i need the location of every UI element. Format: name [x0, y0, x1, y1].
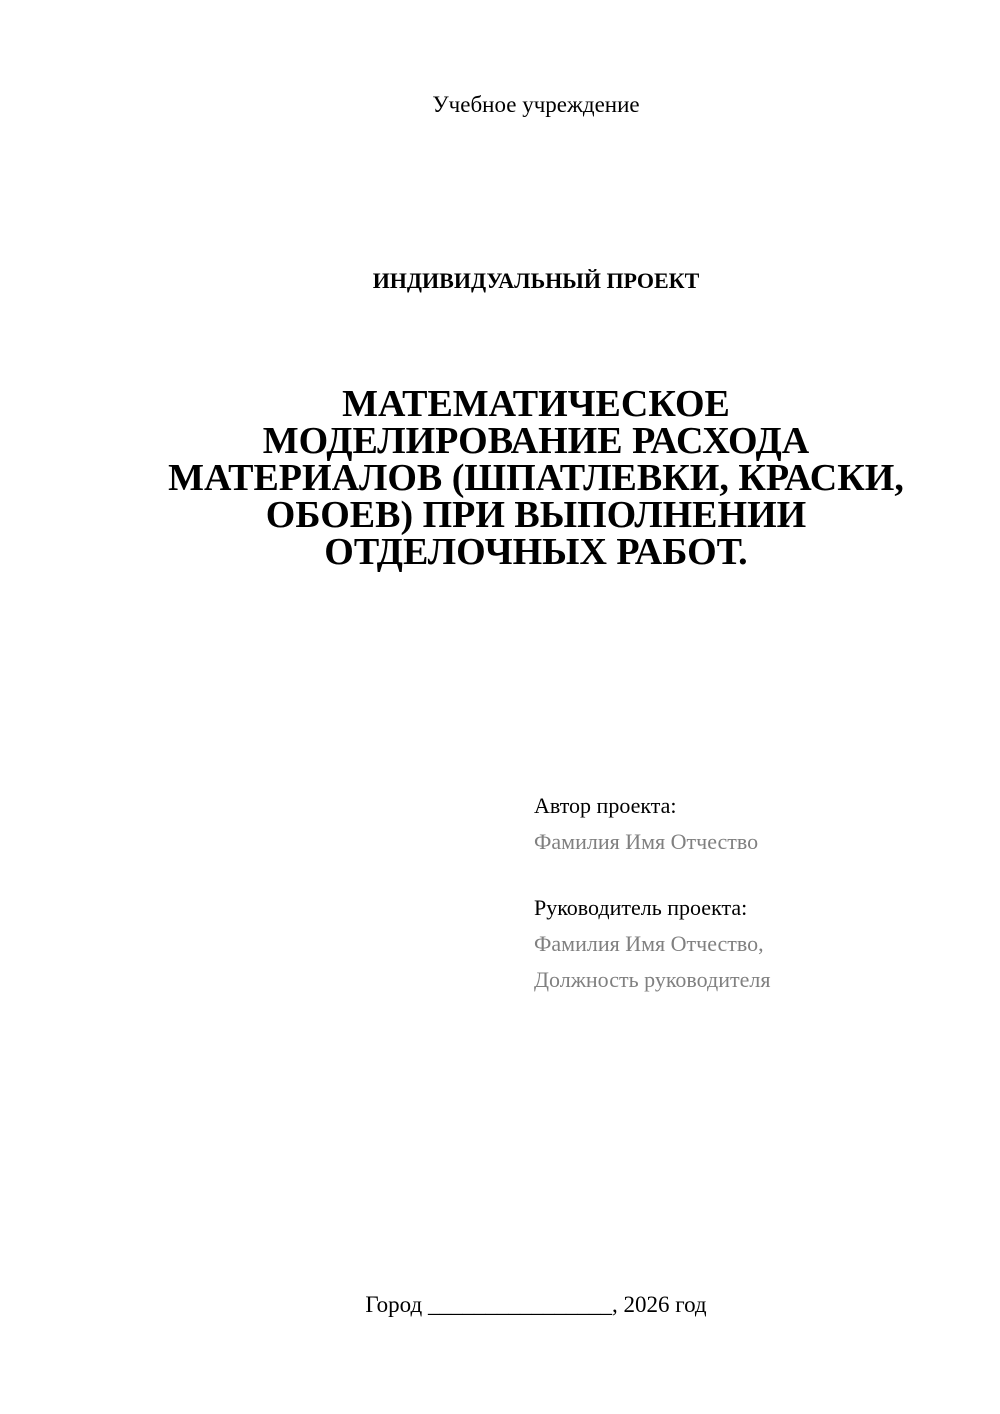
title-line: МАТЕМАТИЧЕСКОЕ — [342, 383, 730, 425]
city-year-footer: Город ________________, 2026 год — [365, 1292, 707, 1317]
supervisor-position-placeholder: Должность руководителя — [534, 967, 771, 992]
title-line: ОТДЕЛОЧНЫХ РАБОТ. — [324, 531, 748, 573]
project-info-block — [534, 788, 974, 998]
title-line: МАТЕРИАЛОВ (ШПАТЛЕВКИ, КРАСКИ, — [168, 457, 904, 499]
title-line: МОДЕЛИРОВАНИЕ РАСХОДА — [262, 420, 810, 462]
supervisor-label: Руководитель проекта: — [534, 895, 748, 920]
institution-name: Учебное учреждение — [432, 92, 640, 117]
project-type-heading: ИНДИВИДУАЛЬНЫЙ ПРОЕКТ — [372, 268, 700, 293]
project-title — [140, 383, 932, 573]
supervisor-name-placeholder: Фамилия Имя Отчество, — [534, 931, 764, 956]
author-label: Автор проекта: — [534, 793, 677, 818]
title-line: ОБОЕВ) ПРИ ВЫПОЛНЕНИИ — [265, 494, 807, 536]
info-spacer — [534, 860, 974, 890]
author-name-placeholder: Фамилия Имя Отчество — [534, 829, 759, 854]
